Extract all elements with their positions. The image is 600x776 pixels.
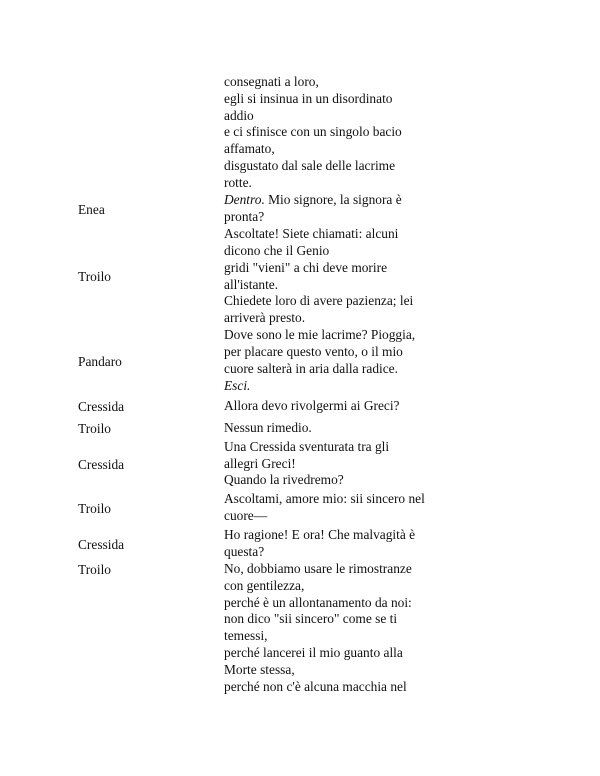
speech-line: Nessun rimedio. [224,419,312,435]
speech-line: pronta? [224,209,265,224]
speech-line: No, dobbiamo usare le rimostranze [224,561,412,576]
speech-line: Allora devo rivolgermi ai Greci? [224,397,400,413]
speech-line: e ci sfinisce con un singolo bacio [224,124,402,140]
script-page [0,74,600,695]
speech-text [224,527,456,561]
speech-line: gridi "vieni" a chi deve morire [224,259,388,275]
dialogue-row [0,527,600,561]
dialogue-row [0,395,600,417]
speech-line: egli si insinua in un disordinato [224,90,393,106]
speech-text [224,420,456,437]
speech-text [224,192,456,226]
speech-line: disgustato dal sale delle lacrime [224,157,396,173]
speaker-name: Cressida [78,456,125,472]
speech-line: cuore salterà in aria dalla radice. [224,361,398,376]
speech-text [224,327,456,394]
speech-line: dicono che il Genio [224,242,330,258]
speech-line: Morte stessa, [224,661,295,677]
speech-fragment: Mio signore, la signora è [264,192,402,208]
stage-direction: Dentro. [224,192,265,208]
speech-line: arriverà presto. [224,310,306,326]
speaker-name: Enea [78,201,105,217]
speech-line: affamato, [224,141,275,157]
speaker-name: Cressida [78,536,125,552]
dialogue-row [0,192,600,226]
dialogue-row [0,561,600,695]
speech-line: con gentilezza, [224,577,305,593]
speech-line: Ascoltami, amore mio: sii sincero nel [224,491,425,507]
stage-direction: Esci. [224,377,251,393]
speech-line: rotte. [224,174,252,190]
speech-line: perché non c'è alcuna macchia nel [224,678,407,694]
speaker-name: Troilo [78,562,111,577]
speech-line: perché lancerei il mio guanto alla [224,644,403,660]
dialogue-row [0,489,600,527]
speech-text [224,561,456,695]
speech-text [224,226,456,327]
speech-line: per placare questo vento, o il mio [224,344,403,360]
speech-line: Dove sono le mie lacrime? Pioggia, [224,327,416,343]
speech-text [224,439,456,489]
dialogue-row [0,74,600,192]
dialogue-row [0,226,600,327]
speech-line: consegnati a loro, [224,74,319,89]
speaker-name: Pandaro [78,353,122,369]
speech-text [224,398,456,415]
speech-line: addio [224,107,254,123]
speech-line: Ho ragione! E ora! Che malvagità è [224,527,416,543]
speaker-name: Troilo [78,500,111,516]
speech-text [224,74,456,192]
speech-line: Ascoltate! Siete chiamati: alcuni [224,226,399,242]
speech-line: cuore— [224,508,268,523]
speech-line: temessi, [224,628,268,644]
speech-line: allegri Greci! [224,455,296,471]
dialogue-row [0,439,600,489]
speaker-name: Troilo [78,420,111,436]
speaker-name: Cressida [78,398,125,414]
speech-line: questa? [224,544,265,559]
speech-line: non dico "sii sincero" come se ti [224,611,398,627]
dialogue-row [0,327,600,395]
speech-text [224,491,456,525]
speech-line: Chiedete loro di avere pazienza; lei [224,293,414,309]
speech-line: Quando la rivedremo? [224,472,344,488]
speech-line: perché è un allontanamento da noi: [224,594,412,610]
dialogue-row [0,417,600,439]
speech-line: all'istante. [224,276,279,292]
speaker-name: Troilo [78,269,111,284]
speech-line [224,192,456,209]
speech-line: Una Cressida sventurata tra gli [224,438,390,454]
